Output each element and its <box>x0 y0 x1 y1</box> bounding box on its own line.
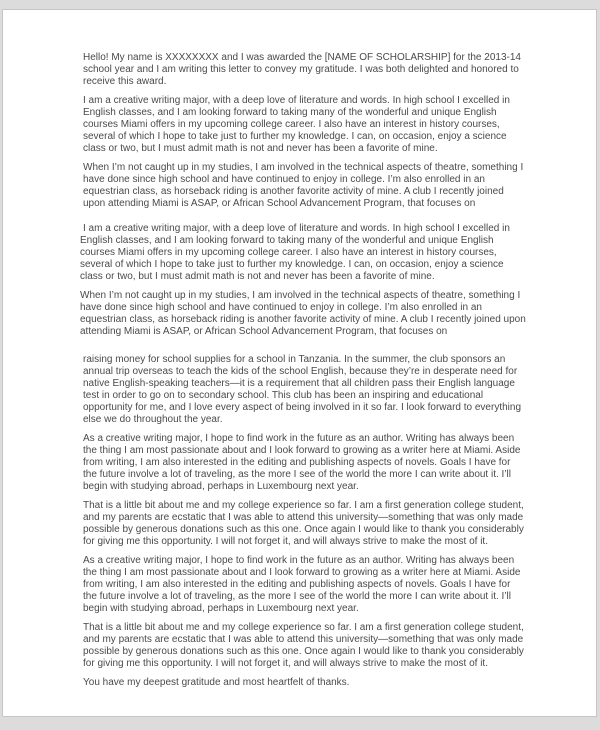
letter-paragraph: When I’m not caught up in my studies, I am involved in the technical aspects of theatre, something I have done since high school and have continued to enjoy in college. I’m also enrolled in an equestrian class, as horseback riding is another favorite activity of mine. A club I recently joined upon attending Miami is ASAP, or African School Advancement Program, that focuses on <box>83 162 524 209</box>
letter-paragraph-closing: You have my deepest gratitude and most heartfelt of thanks. <box>83 677 350 688</box>
letter-page <box>2 9 597 717</box>
letter-paragraph: As a creative writing major, I hope to find work in the future as an author. Writing has always been the thing I am most passionate about and I look forward to growing as a writer here at Miami. Aside from writing, I am also interested in the editing and publishing aspects of novels. Goals I have for the future involve a lot of traveling, as the more I see of the world the more I can write about it. I’ll begin with studying abroad, perhaps in Luxembourg next year. <box>83 555 521 614</box>
letter-paragraph: I am a creative writing major, with a deep love of literature and words. In high school I excelled in English classes, and I am looking forward to taking many of the wonderful and unique English courses Miami offers in my upcoming college career. I also have an interest in history courses, several of which I hope to take just to further my knowledge. I can, on occasion, enjoy a science class or two, but I must admit math is not and never has been a favorite of mine. <box>80 223 510 282</box>
letter-paragraph: I am a creative writing major, with a deep love of literature and words. In high school I excelled in English classes, and I am looking forward to taking many of the wonderful and unique English courses Miami offers in my upcoming college career. I also have an interest in history courses, several of which I hope to take just to further my knowledge. I can, on occasion, enjoy a science class or two, but I must admit math is not and never has been a favorite of mine. <box>83 95 510 154</box>
letter-paragraph: As a creative writing major, I hope to find work in the future as an author. Writing has always been the thing I am most passionate about and I look forward to growing as a writer here at Miami. Aside from writing, I am also interested in the editing and publishing aspects of novels. Goals I have for the future involve a lot of traveling, as the more I see of the world the more I can write about it. I’ll begin with studying abroad, perhaps in Luxembourg next year. <box>83 433 521 492</box>
letter-paragraph: That is a little bit about me and my college experience so far. I am a first generation college student, and my parents are ecstatic that I was able to attend this university—something that was only made possible by generous donations such as this one. Once again I would like to thank you considerably for giving me this opportunity. I will not forget it, and will always strive to make the most of it. <box>83 622 524 669</box>
letter-paragraph: raising money for school supplies for a school in Tanzania. In the summer, the club sponsors an annual trip overseas to teach the kids of the school English, because they’re in desperate need for native English-speaking teachers—it is a requirement that all children pass their English language test in order to go on to secondary school. This club has been an inspiring and educational opportunity for me, and I love every aspect of being involved in it so far. I look forward to everything else we do throughout the year. <box>83 354 522 425</box>
letter-paragraph: When I’m not caught up in my studies, I am involved in the technical aspects of theatre, something I have done since high school and have continued to enjoy in college. I’m also enrolled in an equestrian class, as horseback riding is another favorite activity of mine. A club I recently joined upon attending Miami is ASAP, or African School Advancement Program, that focuses on <box>80 290 526 337</box>
letter-paragraph-greeting: Hello! My name is XXXXXXXX and I was awarded the [NAME OF SCHOLARSHIP] for the 2013-14 school year and I am writing this letter to convey my gratitude. I was both delighted and honored to receive this award. <box>83 52 521 87</box>
letter-body <box>3 10 527 689</box>
letter-paragraph: That is a little bit about me and my college experience so far. I am a first generation college student, and my parents are ecstatic that I was able to attend this university—something that was only made possible by generous donations such as this one. Once again I would like to thank you considerably for giving me this opportunity. I will not forget it, and will always strive to make the most of it. <box>83 500 524 547</box>
